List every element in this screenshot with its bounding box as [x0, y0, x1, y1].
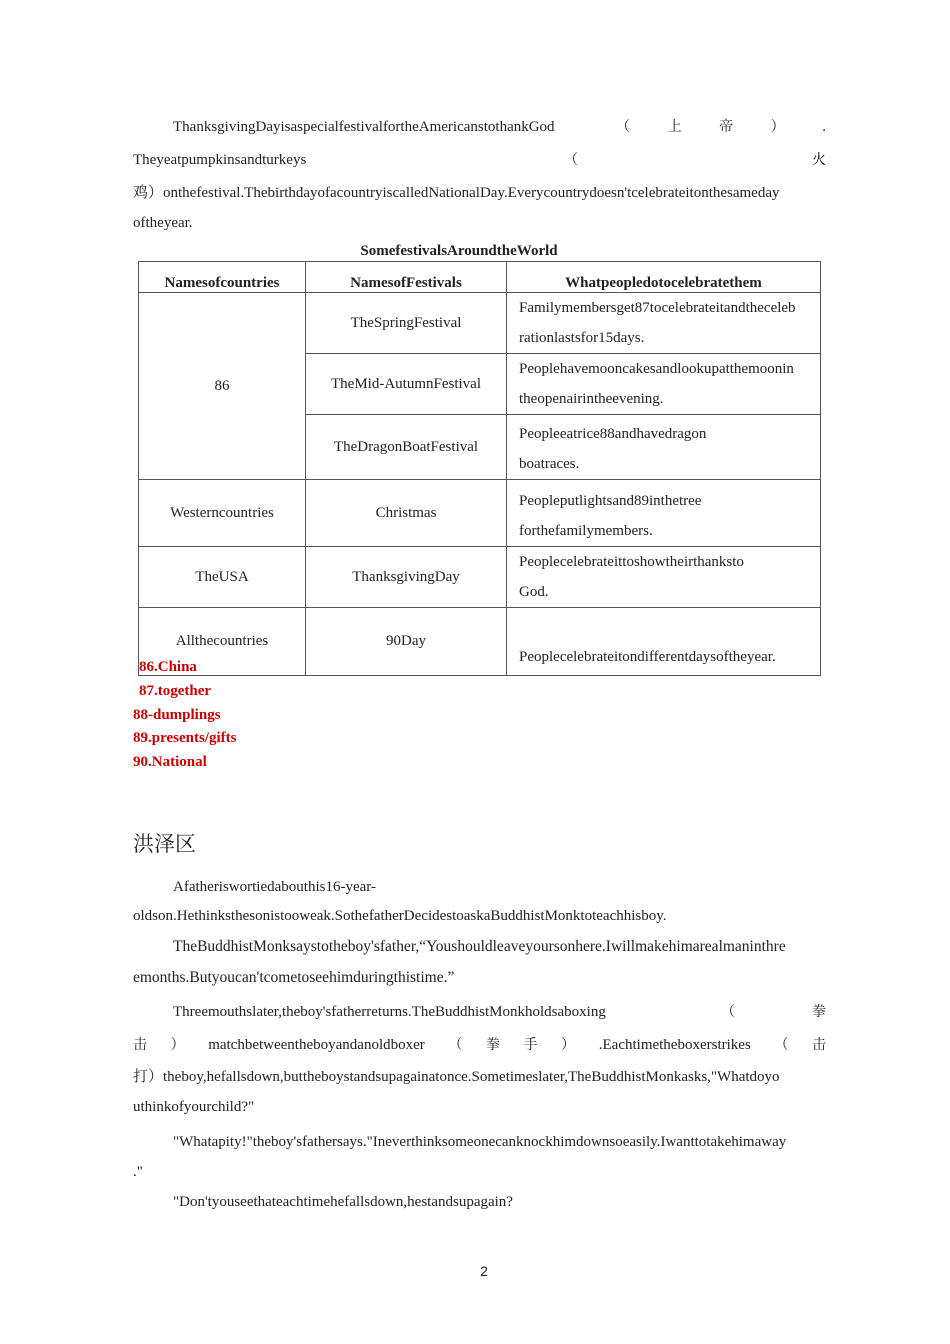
- country-cell: Westerncountries: [139, 480, 306, 547]
- answer-90: 90.National: [133, 754, 207, 771]
- country-cell: Allthecountries: [139, 608, 306, 676]
- passage2-line: .": [133, 1164, 143, 1180]
- table-row: [139, 608, 821, 676]
- desc-cell: Peopleputlightsand89inthetree forthefamilymembers.: [507, 480, 821, 547]
- passage1-line-2: Theyeatpumpkinsandturkeys （ 火: [133, 152, 826, 168]
- table-row: [139, 293, 821, 354]
- desc-cell: Peoplecelebrateittoshowtheirthanksto God.: [507, 547, 821, 608]
- festival-cell: Christmas: [306, 480, 507, 547]
- country-cell: TheUSA: [139, 547, 306, 608]
- header-celebrate: Whatpeopledotocelebratethem: [507, 262, 821, 293]
- festival-cell: TheMid-AutumnFestival: [306, 354, 507, 415]
- header-festivals: NamesofFestivals: [306, 262, 507, 293]
- district-heading: 洪泽区: [133, 832, 196, 856]
- desc-cell: Peoplecelebrateitondifferentdaysoftheyear.: [507, 608, 821, 676]
- header-countries: Namesofcountries: [139, 262, 306, 293]
- table-row: [139, 547, 821, 608]
- festivals-table: [138, 261, 821, 676]
- passage2-line: emonths.Butyoucan'tcometoseehimduringthistime.”: [133, 969, 455, 986]
- passage1-line-4: oftheyear.: [133, 215, 193, 231]
- answer-87: 87.together: [139, 682, 212, 699]
- desc-cell: Peoplehavemooncakesandlookupatthemoonin theopenairintheevening.: [507, 354, 821, 415]
- table-title: SomefestivalsAroundtheWorld: [360, 243, 558, 259]
- passage2-line: 打）theboy,hefallsdown,buttheboystandsupagainatonce.Sometimeslater,TheBuddhistMonkasks,"Whatdoyo: [133, 1069, 780, 1085]
- passage1-line-1: ThanksgivingDayisaspecialfestivalfortheAmericanstothankGod （ 上 帝 ） .: [173, 119, 826, 135]
- table-header-row: [139, 262, 821, 293]
- country-cell: 86: [139, 293, 306, 480]
- passage2-line: Afatheriswortiedabouthis16-year-: [173, 879, 376, 895]
- festival-cell: TheDragonBoatFestival: [306, 415, 507, 480]
- passage2-line: oldson.Hethinksthesonistooweak.SothefatherDecidestoaskaBuddhistMonktoteachhisboy.: [133, 908, 667, 924]
- passage1-line-3: 鸡）onthefestival.ThebirthdayofacountryiscalledNationalDay.Everycountrydoesn'tcelebrateitonthesameday: [133, 185, 780, 201]
- answer-key: [133, 656, 236, 775]
- answer-89: 89.presents/gifts: [133, 730, 237, 747]
- passage2-line: Threemouthslater,theboy'sfatherreturns.TheBuddhistMonkholdsaboxing （ 拳: [173, 1004, 826, 1020]
- festival-cell: 90Day: [306, 608, 507, 676]
- passage2-line: TheBuddhistMonksaystotheboy'sfather,“Youshouldleaveyoursonhere.Iwillmakehimarealmaninthre: [173, 938, 786, 955]
- festival-cell: ThanksgivingDay: [306, 547, 507, 608]
- passage2-line: "Whatapity!"theboy'sfathersays."Ineverthinksomeonecanknockhimdownsoeasily.Iwanttotakehimaway: [173, 1134, 787, 1150]
- festival-cell: TheSpringFestival: [306, 293, 507, 354]
- desc-cell: Peopleeatrice88andhavedragon boatraces.: [507, 415, 821, 480]
- answer-88: 88-dumplings: [133, 706, 221, 723]
- answer-86: 86.China: [139, 659, 197, 675]
- passage2-line: "Don'tyouseethateachtimehefallsdown,hestandsupagain?: [173, 1194, 513, 1210]
- passage2-line: uthinkofyourchild?": [133, 1099, 255, 1115]
- desc-cell: Familymembersget87tocelebrateitandtheceleb rationlastsfor15days.: [507, 293, 821, 354]
- passage2-line: 击 ） matchbetweentheboyandanoldboxer （ 拳 手 ） .Eachtimetheboxerstrikes （ 击: [133, 1037, 826, 1053]
- table-row: [139, 480, 821, 547]
- page-number: 2: [480, 1263, 488, 1279]
